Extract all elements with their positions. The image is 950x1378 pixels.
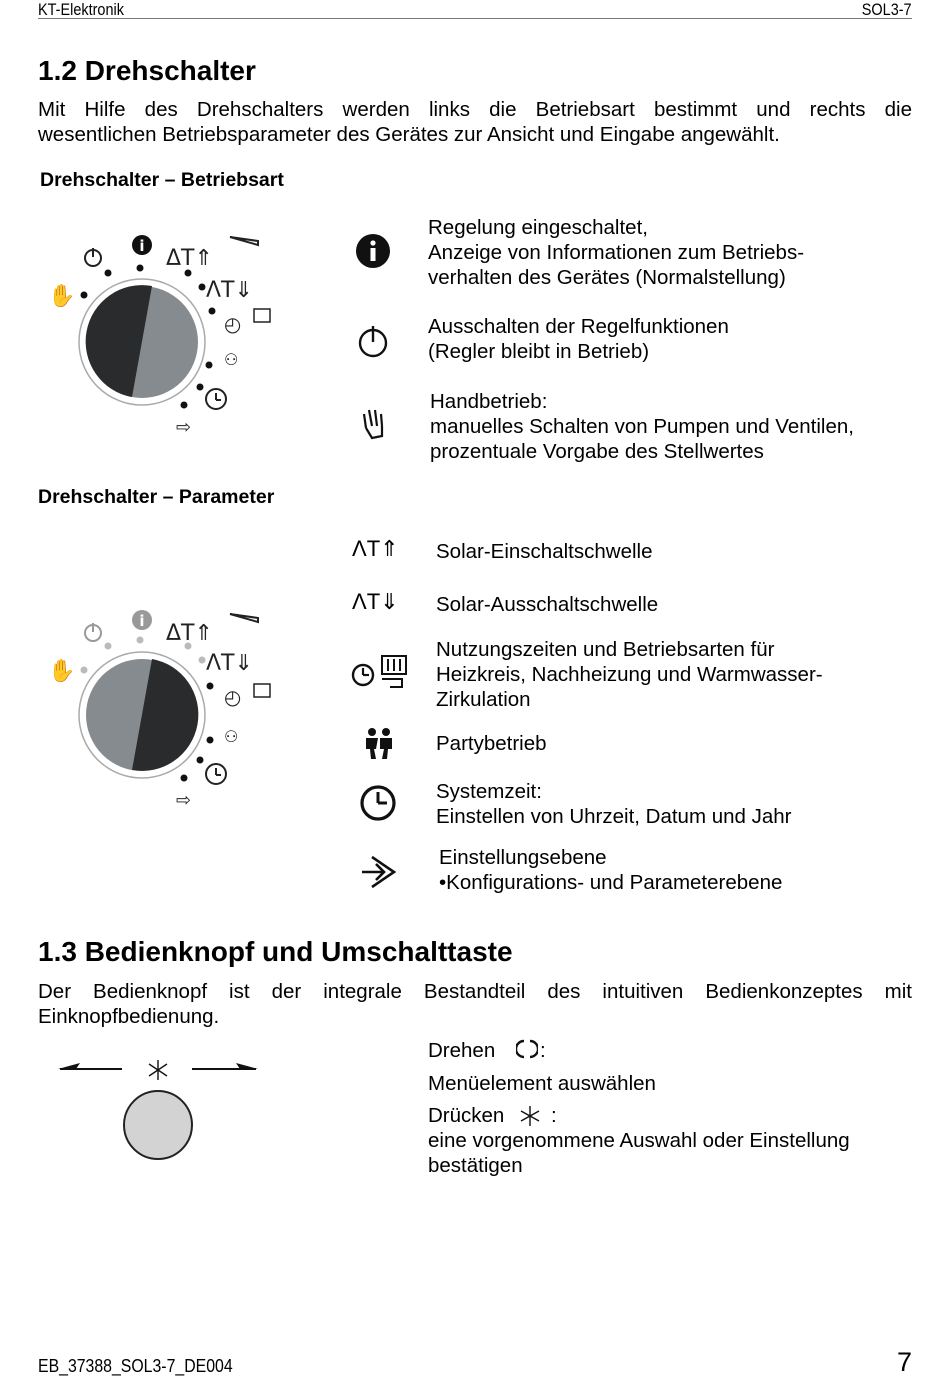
press-description-2: bestätigen <box>428 1154 523 1177</box>
param-heading: Drehschalter – Parameter <box>38 486 275 508</box>
svg-text:✋: ✋ <box>48 284 76 309</box>
svg-text:⚇: ⚇ <box>224 727 239 746</box>
turn-label: Drehen <box>428 1039 496 1062</box>
mode-hand-text: Handbetrieb: manuelles Schalten von Pumpen und Ventilen, prozentuale Vorgabe des Stellwertes <box>430 390 854 463</box>
power-icon <box>357 324 389 358</box>
svg-text:ΛT⇓: ΛT⇓ <box>206 651 253 676</box>
party-icon <box>362 727 396 761</box>
intro-line-2: wesentlichen Betriebsparameter des Gerätes zur Ansicht und Eingabe angewählt. <box>38 123 780 146</box>
svg-text:ΔT⇑: ΔT⇑ <box>166 621 213 646</box>
param-text-on-threshold: Solar-Einschaltschwelle <box>436 540 653 563</box>
delta-t-up-icon: ΛT⇑ <box>352 536 399 561</box>
param-text-settings-level: Einstellungsebene •Konfigurations- und Parameterebene <box>439 846 783 894</box>
param-text-party: Partybetrieb <box>436 732 547 755</box>
svg-text:ΔT⇑: ΔT⇑ <box>166 246 213 271</box>
param-dial <box>40 600 300 815</box>
svg-text:◴: ◴ <box>224 312 242 336</box>
clock-icon <box>359 784 397 822</box>
mode-dial <box>40 225 300 440</box>
press-icon <box>518 1104 542 1128</box>
intro-line-1: Mit Hilfe des Drehschalters werden links die Betriebsart bestimmt und rechts die <box>38 98 912 121</box>
intro2-line-1: Der Bedienknopf ist der integrale Bestandteil des intuitiven Bedienkonzeptes mit <box>38 980 912 1003</box>
control-knob-illustration <box>50 1052 270 1167</box>
header-right: SOL3-7 <box>862 0 912 19</box>
svg-text:✋: ✋ <box>48 659 76 684</box>
mode-power-text: Ausschalten der Regelfunktionen (Regler bleibt in Betrieb) <box>428 315 729 363</box>
settings-level-icon <box>358 852 400 892</box>
mode-heading: Drehschalter – Betriebsart <box>40 169 284 191</box>
intro2-line-2: Einknopfbedienung. <box>38 1005 220 1028</box>
info-icon <box>355 233 391 269</box>
press-label: Drücken <box>428 1104 505 1127</box>
svg-text:⚇: ⚇ <box>224 350 239 369</box>
schedule-icon <box>350 653 412 693</box>
press-description-1: eine vorgenommene Auswahl oder Einstellung <box>428 1129 850 1152</box>
param-text-schedule: Nutzungszeiten und Betriebsarten für Heizkreis, Nachheizung und Warmwasser- Zirkulation <box>436 638 823 711</box>
footer-doc-id: EB_37388_SOL3-7_DE004 <box>38 1356 233 1376</box>
svg-text:◴: ◴ <box>224 685 242 709</box>
param-text-system-time: Systemzeit: Einstellen von Uhrzeit, Datum und Jahr <box>436 780 792 828</box>
page-number: 7 <box>896 1347 912 1377</box>
turn-colon: : <box>540 1039 546 1062</box>
delta-t-down-icon: ΛT⇓ <box>352 589 399 614</box>
turn-description: Menüelement auswählen <box>428 1072 656 1095</box>
section-title-1-3: 1.3 Bedienknopf und Umschalttaste <box>38 936 513 967</box>
svg-text:⇨: ⇨ <box>176 417 192 438</box>
svg-text:⇨: ⇨ <box>176 790 192 811</box>
svg-text:i: i <box>139 612 145 630</box>
mode-info-text: Regelung eingeschaltet, Anzeige von Informationen zum Betriebs- verhalten des Gerätes (Normalstellung) <box>428 216 805 289</box>
header-left: KT-Elektronik <box>38 0 124 19</box>
press-colon: : <box>551 1104 557 1127</box>
hand-icon <box>358 404 388 440</box>
param-text-off-threshold: Solar-Ausschaltschwelle <box>436 593 659 616</box>
svg-text:ΛT⇓: ΛT⇓ <box>206 278 253 303</box>
rotate-icon <box>516 1038 538 1060</box>
header-rule <box>38 18 912 19</box>
section-title-1-2: 1.2 Drehschalter <box>38 55 256 86</box>
svg-text:i: i <box>139 237 145 255</box>
